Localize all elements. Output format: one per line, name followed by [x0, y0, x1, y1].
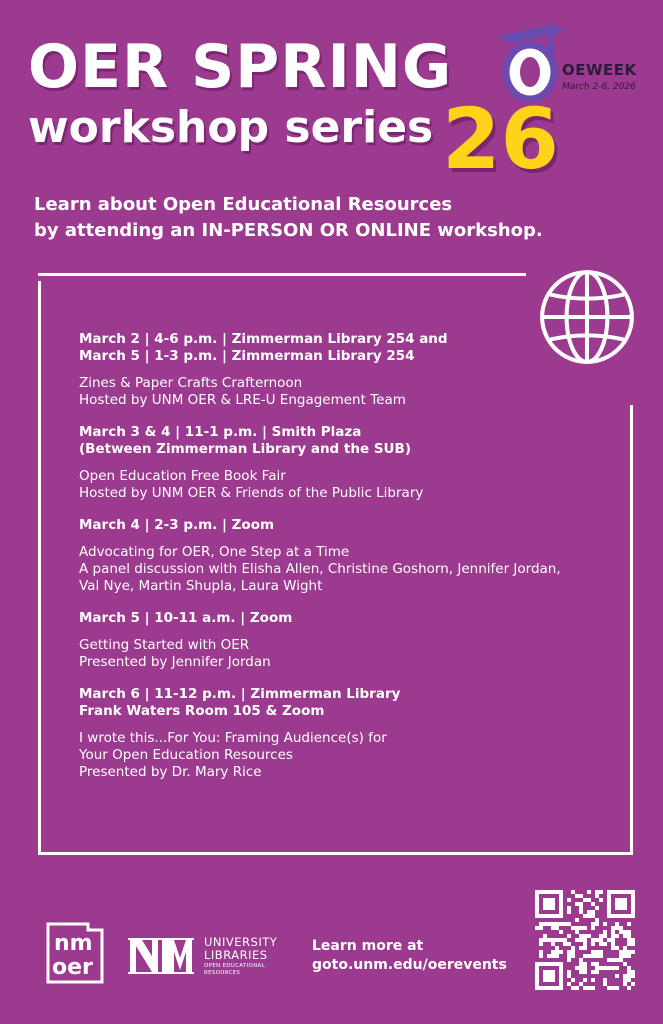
unm-sub-wordmark — [204, 963, 265, 976]
event-description-line: Getting Started with OER — [79, 637, 250, 653]
event-description-line: A panel discussion with Elisha Allen, Christine Goshorn, Jennifer Jordan, — [79, 561, 561, 577]
event-item — [79, 424, 624, 502]
event-description — [79, 375, 624, 409]
event-description-line: Advocating for OER, One Step at a Time — [79, 544, 350, 560]
unm-sub-line-1: OPEN EDUCATIONAL — [204, 963, 265, 969]
event-description — [79, 637, 624, 671]
event-description-line: I wrote this...For You: Framing Audience(s) for — [79, 730, 387, 746]
event-heading — [79, 331, 624, 365]
unm-wordmark — [204, 936, 277, 962]
learn-more-label: Learn more at — [312, 938, 424, 954]
event-heading-line: March 5 | 10-11 a.m. | Zoom — [79, 610, 293, 626]
event-item — [79, 517, 624, 595]
unm-sub-line-2: RESOURCES — [204, 969, 241, 976]
event-item — [79, 610, 624, 671]
event-description-line: Open Education Free Book Fair — [79, 468, 286, 484]
learn-more-url[interactable]: goto.unm.edu/oerevents — [312, 957, 507, 973]
event-description — [79, 468, 624, 502]
event-description-line: Zines & Paper Crafts Crafternoon — [79, 375, 303, 391]
events-list — [79, 331, 624, 796]
event-heading-line: March 5 | 1-3 p.m. | Zimmerman Library 254 — [79, 348, 415, 364]
event-heading-line: Frank Waters Room 105 & Zoom — [79, 703, 325, 719]
frame-bottom-border — [38, 852, 633, 855]
event-heading — [79, 424, 624, 458]
event-description-line: Hosted by UNM OER & LRE-U Engagement Team — [79, 392, 406, 408]
event-heading — [79, 517, 624, 534]
nmoer-top-text: nm — [54, 931, 93, 956]
frame-left-border — [38, 281, 41, 855]
event-heading — [79, 686, 624, 720]
learn-more-text — [312, 937, 507, 975]
qr-code-icon[interactable] — [535, 890, 635, 990]
event-heading-line: March 4 | 2-3 p.m. | Zoom — [79, 517, 275, 533]
nmoer-bottom-text: oer — [52, 955, 93, 980]
frame-right-border — [630, 405, 633, 855]
event-description-line: Presented by Dr. Mary Rice — [79, 764, 262, 780]
oeweek-label: OEWEEK — [562, 61, 637, 79]
year-number: 26 — [442, 90, 559, 188]
event-description-line: Val Nye, Martin Shupla, Laura Wight — [79, 578, 323, 594]
event-item — [79, 686, 624, 781]
event-heading-line: March 2 | 4-6 p.m. | Zimmerman Library 254 and — [79, 331, 448, 347]
event-description — [79, 544, 624, 595]
event-description-line: Presented by Jennifer Jordan — [79, 654, 271, 670]
event-description — [79, 730, 624, 781]
event-item — [79, 331, 624, 409]
event-heading — [79, 610, 624, 627]
unm-wordmark-line-2: LIBRARIES — [204, 948, 268, 962]
intro-line-2: by attending an IN-PERSON OR ONLINE workshop. — [34, 220, 543, 241]
intro-text — [34, 192, 634, 244]
unm-logo-icon — [128, 936, 194, 976]
event-heading-line: March 3 & 4 | 11-1 p.m. | Smith Plaza — [79, 424, 362, 440]
nmoer-logo — [44, 920, 114, 986]
event-heading-line: (Between Zimmerman Library and the SUB) — [79, 441, 411, 457]
unm-wordmark-line-1: UNIVERSITY — [204, 935, 278, 949]
event-description-line: Your Open Education Resources — [79, 747, 293, 763]
frame-top-border — [38, 273, 526, 276]
event-description-line: Hosted by UNM OER & Friends of the Public Library — [79, 485, 424, 501]
oeweek-dates: March 2-6, 2026 — [562, 82, 636, 92]
page-title: OER SPRING — [28, 32, 453, 102]
event-heading-line: March 6 | 11-12 p.m. | Zimmerman Library — [79, 686, 401, 702]
intro-line-1: Learn about Open Educational Resources — [34, 194, 453, 215]
page-subtitle: workshop series — [28, 102, 434, 153]
